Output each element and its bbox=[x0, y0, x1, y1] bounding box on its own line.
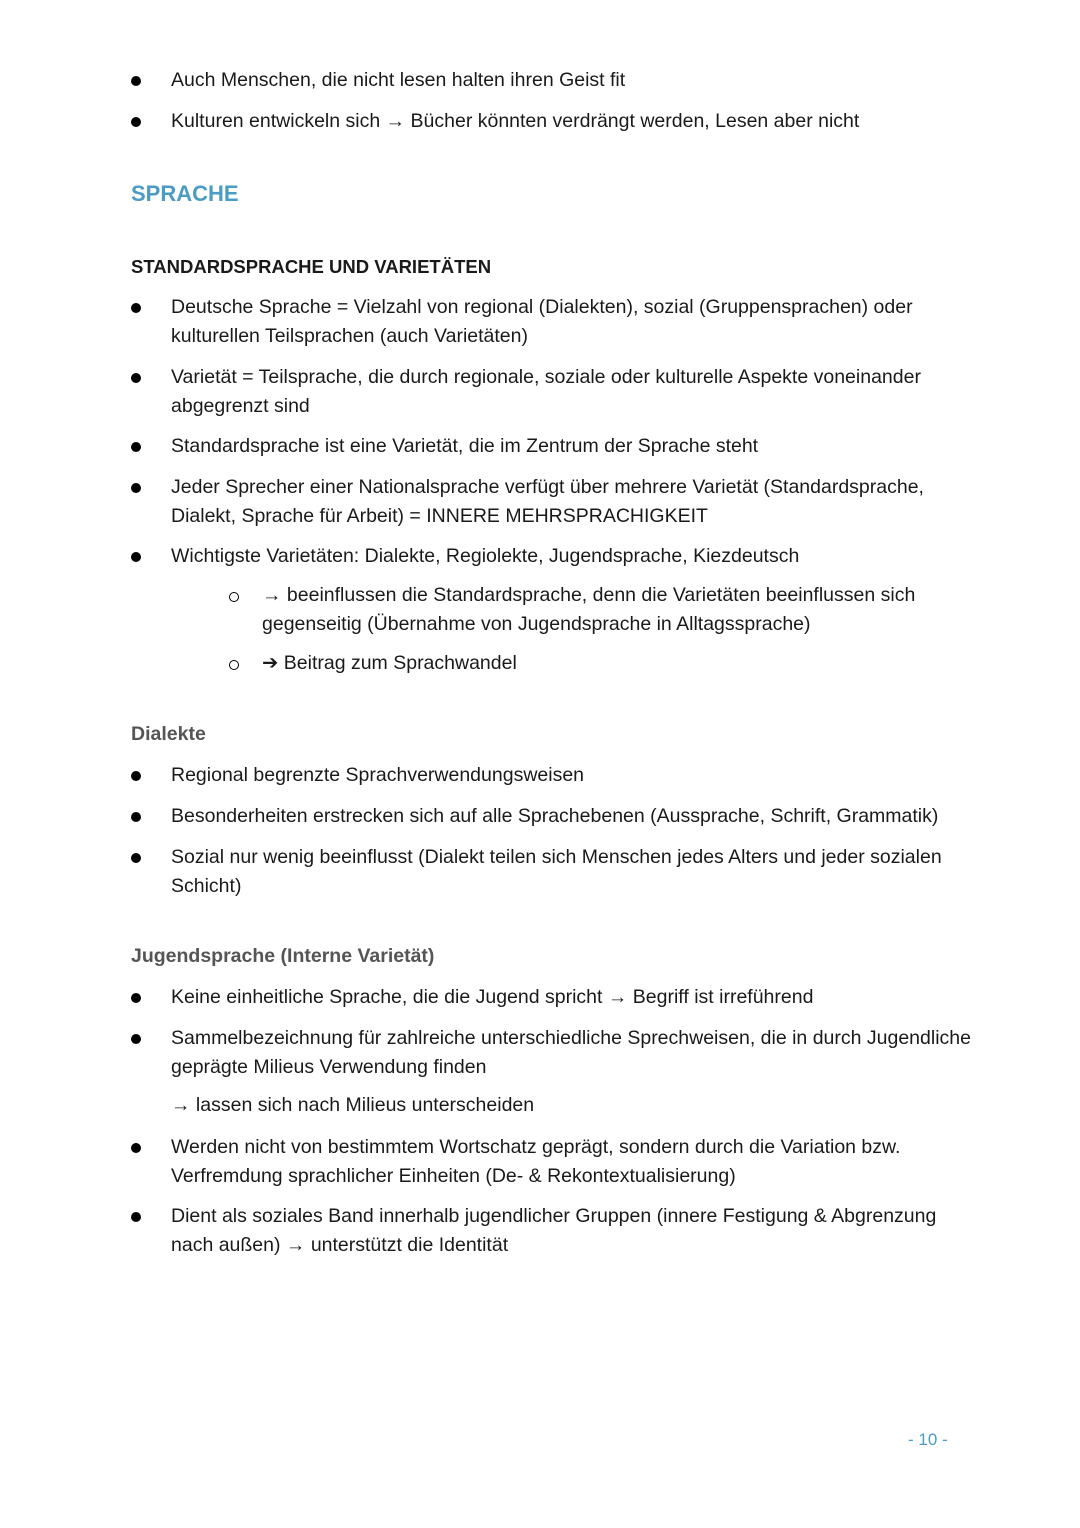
list-item: Wichtigste Varietäten: Dialekte, Regiolekte, Jugendsprache, Kiezdeutsch bbox=[171, 545, 800, 567]
bullet-dot bbox=[131, 303, 141, 313]
list-item: Sammelbezeichnung für zahlreiche unterschiedliche Sprechweisen, die in durch Jugendliche geprägte Milieus Verwendung finden bbox=[171, 1027, 971, 1078]
sub-bullet-circle bbox=[229, 592, 239, 602]
jugend-heading: Jugendsprache (Interne Varietät) bbox=[131, 945, 435, 967]
list-item: Regional begrenzte Sprachverwendungsweisen bbox=[171, 764, 585, 786]
section-title: SPRACHE bbox=[131, 181, 239, 206]
list-item: Werden nicht von bestimmtem Wortschatz geprägt, sondern durch die Variation bzw. Verfremdung sprachlicher Einheiten (De- & Rekontextualisierung) bbox=[171, 1136, 901, 1187]
bullet-dot bbox=[131, 76, 141, 86]
bullet-dot bbox=[131, 373, 141, 383]
bullet-dot bbox=[131, 771, 141, 781]
bullet-dot bbox=[131, 117, 141, 127]
list-item: Jeder Sprecher einer Nationalsprache verfügt über mehrere Varietät (Standardsprache, Dialekt, Sprache für Arbeit) = INNERE MEHRSPRACHIGKEIT bbox=[171, 476, 924, 527]
bullet-dot bbox=[131, 812, 141, 822]
bullet-dot bbox=[131, 853, 141, 863]
sub-bullet-circle bbox=[229, 660, 239, 670]
list-item: Deutsche Sprache = Vielzahl von regional (Dialekten), sozial (Gruppensprachen) oder kulturellen Teilsprachen (auch Varietäten) bbox=[171, 296, 913, 347]
dialekte-heading: Dialekte bbox=[131, 723, 206, 745]
bullet-dot bbox=[131, 1212, 141, 1222]
list-item: Dient als soziales Band innerhalb jugendlicher Gruppen (innere Festigung & Abgrenzung nach außen) → unterstützt die Identität bbox=[171, 1205, 937, 1256]
sub-list-item: ➔ Beitrag zum Sprachwandel bbox=[262, 652, 517, 674]
list-item: Auch Menschen, die nicht lesen halten ihren Geist fit bbox=[171, 69, 626, 91]
subsection-title: STANDARDSPRACHE UND VARIETÄTEN bbox=[131, 256, 492, 277]
bullet-dot bbox=[131, 552, 141, 562]
bullet-dot bbox=[131, 1034, 141, 1044]
bullet-dot bbox=[131, 483, 141, 493]
sub-list-item: → beeinflussen die Standardsprache, denn die Varietäten beeinflussen sich gegenseitig (Übernahme von Jugendsprache in Alltagssprache) bbox=[262, 584, 916, 635]
page-number: - 10 - bbox=[908, 1430, 948, 1449]
bullet-dot bbox=[131, 993, 141, 1003]
list-item: Kulturen entwickeln sich → Bücher könnten verdrängt werden, Lesen aber nicht bbox=[171, 110, 860, 132]
list-item: Varietät = Teilsprache, die durch regionale, soziale oder kulturelle Aspekte voneinander abgegrenzt sind bbox=[171, 366, 921, 417]
list-item: Besonderheiten erstrecken sich auf alle Sprachebenen (Aussprache, Schrift, Grammatik) bbox=[171, 805, 939, 827]
bullet-dot bbox=[131, 442, 141, 452]
list-note: → lassen sich nach Milieus unterscheiden bbox=[171, 1094, 535, 1116]
list-item: Keine einheitliche Sprache, die die Jugend spricht → Begriff ist irreführend bbox=[171, 986, 814, 1008]
list-item: Sozial nur wenig beeinflusst (Dialekt teilen sich Menschen jedes Alters und jeder sozialen Schicht) bbox=[171, 846, 942, 897]
bullet-dot bbox=[131, 1143, 141, 1153]
list-item: Standardsprache ist eine Varietät, die im Zentrum der Sprache steht bbox=[171, 435, 759, 457]
